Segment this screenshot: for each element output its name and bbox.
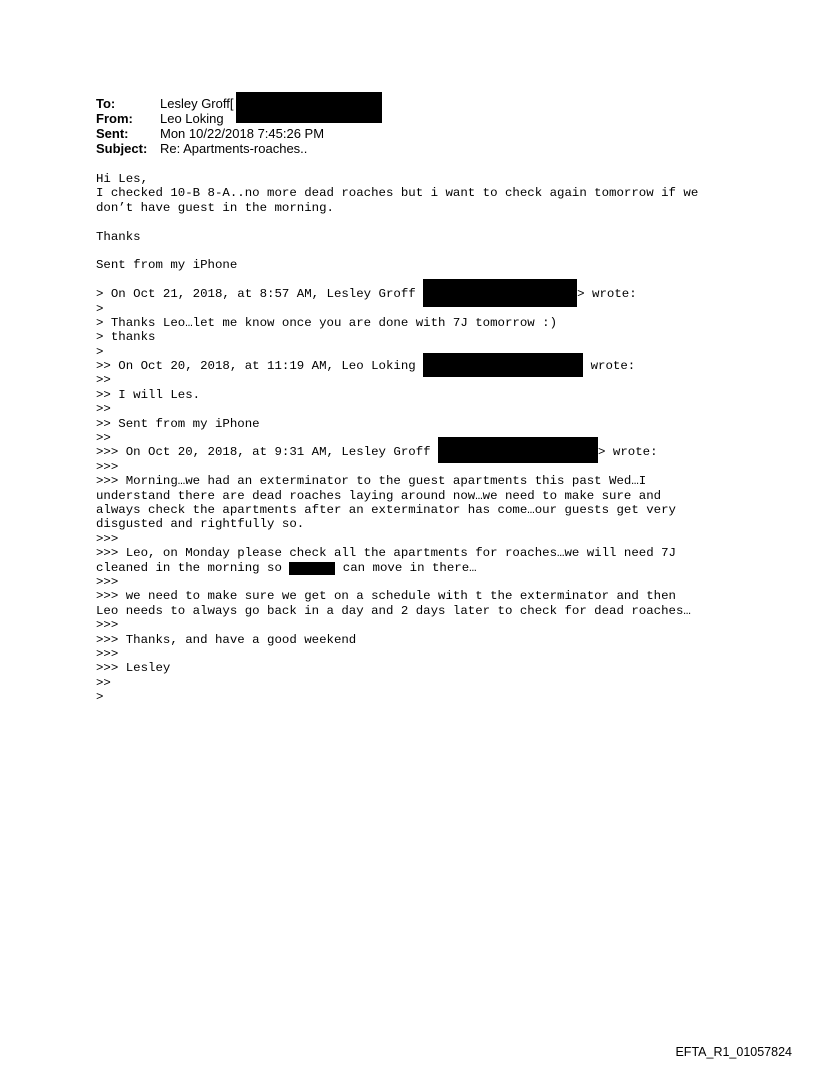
from-label: From: bbox=[96, 111, 133, 126]
name-redaction-block bbox=[289, 562, 335, 575]
body-line: > thanks bbox=[96, 330, 156, 345]
body-line: >> bbox=[96, 402, 111, 417]
body-line: >>> bbox=[96, 459, 119, 474]
to-value: Lesley Groff[ bbox=[160, 96, 234, 111]
from-value: Leo Loking bbox=[160, 111, 224, 126]
document-id: EFTA_R1_01057824 bbox=[675, 1045, 792, 1059]
quoted-header-wrote: wrote: bbox=[583, 359, 636, 374]
body-line bbox=[96, 273, 698, 287]
body-line: >>> Lesley bbox=[96, 661, 171, 676]
body-line: understand there are dead roaches laying around now…we need to make sure and bbox=[96, 488, 662, 503]
body-line: Leo needs to always go back in a day and 2 days later to check for dead roaches… bbox=[96, 603, 691, 618]
quoted-header-text: > On Oct 21, 2018, at 8:57 AM, Lesley Groff bbox=[96, 287, 424, 302]
name-redacted-line bbox=[96, 561, 698, 575]
to-label: To: bbox=[96, 96, 116, 111]
body-line: > bbox=[96, 690, 104, 705]
body-line: don’t have guest in the morning. bbox=[96, 200, 334, 215]
body-line: >>> bbox=[96, 646, 119, 661]
body-line bbox=[96, 244, 698, 258]
body-line: >>> Morning…we had an exterminator to the guest apartments this past Wed…I bbox=[96, 474, 647, 489]
header-redaction-block bbox=[236, 92, 382, 123]
body-line: >>> we need to make sure we get on a schedule with t the exterminator and then bbox=[96, 589, 676, 604]
quoted-header-line bbox=[96, 445, 698, 459]
quoted-header-text: >>> On Oct 20, 2018, at 9:31 AM, Lesley Groff bbox=[96, 445, 439, 460]
body-line: >> bbox=[96, 373, 111, 388]
body-line: >>> bbox=[96, 531, 119, 546]
quoted-header-wrote: > wrote: bbox=[577, 287, 637, 302]
body-line: > bbox=[96, 301, 104, 316]
body-line: >>> bbox=[96, 574, 119, 589]
body-line: >> Sent from my iPhone bbox=[96, 416, 260, 431]
body-line: > bbox=[96, 344, 104, 359]
body-line: Hi Les, bbox=[96, 172, 149, 186]
body-line: > Thanks Leo…let me know once you are done with 7J tomorrow :) bbox=[96, 315, 558, 330]
body-line: >>> bbox=[96, 618, 119, 633]
body-text: can move in there… bbox=[335, 560, 477, 575]
quoted-header-wrote: > wrote: bbox=[598, 445, 658, 460]
body-line: Thanks bbox=[96, 229, 141, 244]
subject-label: Subject: bbox=[96, 141, 148, 156]
body-line: >>> Leo, on Monday please check all the apartments for roaches…we will need 7J bbox=[96, 546, 676, 561]
sent-label: Sent: bbox=[96, 126, 129, 141]
subject-value: Re: Apartments-roaches.. bbox=[160, 141, 308, 156]
quoted-header-text: >> On Oct 20, 2018, at 11:19 AM, Leo Loking bbox=[96, 359, 424, 374]
body-line: >> bbox=[96, 675, 111, 690]
body-line: always check the apartments after an exterminator has come…our guests get very bbox=[96, 502, 676, 517]
body-line: >> bbox=[96, 431, 111, 446]
body-line: >> I will Les. bbox=[96, 387, 201, 402]
quoted-header-line bbox=[96, 359, 698, 373]
body-text: cleaned in the morning so bbox=[96, 560, 290, 575]
body-line: Sent from my iPhone bbox=[96, 258, 238, 273]
body-line: >>> Thanks, and have a good weekend bbox=[96, 632, 357, 647]
email-body bbox=[96, 172, 698, 704]
body-line: disgusted and rightfully so. bbox=[96, 517, 305, 532]
sent-value: Mon 10/22/2018 7:45:26 PM bbox=[160, 126, 325, 141]
body-line: I checked 10-B 8-A..no more dead roaches but i want to check again tomorrow if we bbox=[96, 186, 699, 201]
body-line bbox=[96, 215, 698, 229]
quoted-header-line bbox=[96, 287, 698, 301]
